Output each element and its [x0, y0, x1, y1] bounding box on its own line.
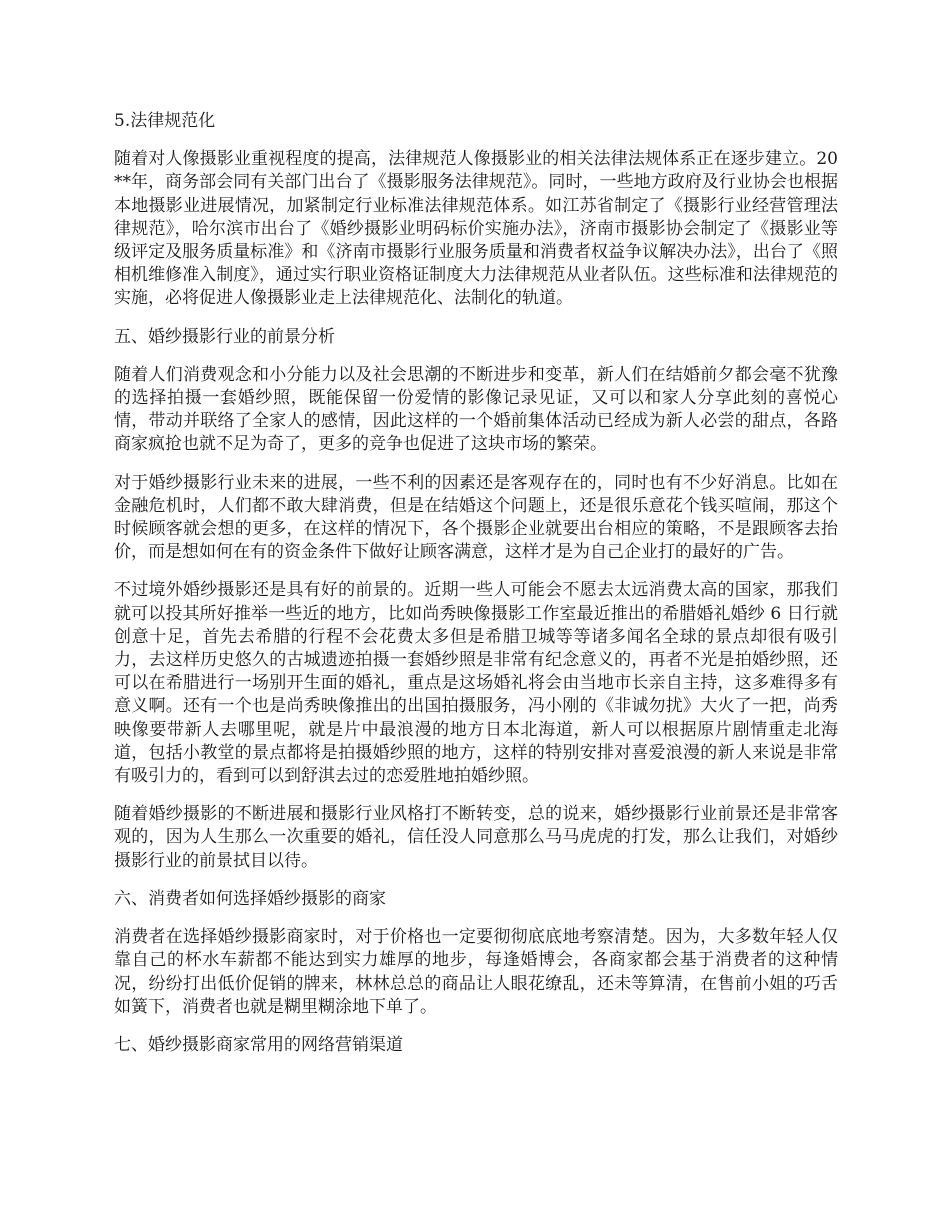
section-heading-choosing-merchant: 六、消费者如何选择婚纱摄影的商家	[114, 888, 386, 909]
paragraph-outlook-summary: 随着婚纱摄影的不断进展和摄影行业风格打不断转变，总的说来，婚纱摄影行业前景还是非常客观的，因为人生那么一次重要的婚礼，信任没人同意那么马马虎虎的打发，那么让我们，对婚纱摄影行业的前景拭目以待。	[114, 804, 838, 871]
paragraph-consumer-trends: 随着人们消费观念和小分能力以及社会思潮的不断进步和变革，新人们在结婚前夕都会毫不犹豫的选择拍摄一套婚纱照，既能保留一份爱情的影像记录见证，又可以和家人分享此刻的喜悦心情，带动并联络了全家人的感情，因此这样的一个婚前集体活动已经成为新人必尝的甜点，各路商家疯抢也就不足为奇了，更多的竞争也促进了这块市场的繁荣。	[114, 364, 838, 455]
paragraph-legal-system: 随着对人像摄影业重视程度的提高，法律规范人像摄影业的相关法律法规体系正在逐步建立。20**年，商务部会同有关部门出台了《摄影服务法律规范》。同时，一些地方政府及行业协会也根据本地摄影业进展情况，加紧制定行业标准法律规范体系。如江苏省制定了《摄影行业经营管理法律规范》，哈尔滨市出台了《婚纱摄影业明码标价实施办法》，济南市摄影协会制定了《摄影业等级评定及服务质量标准》和《济南市摄影行业服务质量和消费者权益争议解决办法》，出台了《照相机维修准入制度》，通过实行职业资格证制度大力法律规范从业者队伍。这些标准和法律规范的实施，必将促进人像摄影业走上法律规范化、法制化的轨道。	[114, 149, 838, 309]
paragraph-future-development: 对于婚纱摄影行业未来的进展，一些不利的因素还是客观存在的，同时也有不少好消息。比如在金融危机时，人们都不敢大肆消费，但是在结婚这个问题上，还是很乐意花个钱买喧闹，那这个时候顾客就会想的更多，在这样的情况下，各个摄影企业就要出台相应的策略，不是跟顾客去抬价，而是想如何在有的资金条件下做好让顾客满意，这样才是为自己企业打的最好的广告。	[114, 472, 838, 563]
section-heading-legal-standardization: 5.法律规范化	[114, 111, 216, 131]
section-heading-online-marketing: 七、婚纱摄影商家常用的网络营销渠道	[114, 1034, 403, 1055]
section-heading-industry-outlook: 五、婚纱摄影行业的前景分析	[114, 326, 335, 347]
paragraph-overseas-photography: 不过境外婚纱摄影还是具有好的前景的。近期一些人可能会不愿去太远消费太高的国家，那我们就可以投其所好推举一些近的地方，比如尚秀映像摄影工作室最近推出的希腊婚礼婚纱 6 日行就创意十足，首先去希腊的行程不会花费太多但是希腊卫城等等诸多闻名全球的景点却很有吸引力，去这样历史悠久的古城遗迹拍摄一套婚纱照是非常有纪念意义的，再者不光是拍婚纱照，还可以在希腊进行一场别开生面的婚礼，重点是这场婚礼将会由当地市长亲自主持，这多难得多有意义啊。还有一个也是尚秀映像推出的出国拍摄服务，冯小刚的《非诚勿扰》大火了一把，尚秀映像要带新人去哪里呢，就是片中最浪漫的地方日本北海道，新人可以根据原片剧情重走北海道，包括小教堂的景点都将是拍摄婚纱照的地方，这样的特别安排对喜爱浪漫的新人来说是非常有吸引力的，看到可以到舒淇去过的恋爱胜地拍婚纱照。	[114, 580, 838, 787]
paragraph-price-consideration: 消费者在选择婚纱摄影商家时，对于价格也一定要彻彻底底地考察清楚。因为，大多数年轻人仅靠自己的杯水车薪都不能达到实力雄厚的地步，每逢婚博会，各商家都会基于消费者的这种情况，纷纷打出低价促销的牌来，林林总总的商品让人眼花缭乱，还未等算清，在售前小姐的巧舌如簧下，消费者也就是糊里糊涂地下单了。	[114, 927, 838, 1017]
